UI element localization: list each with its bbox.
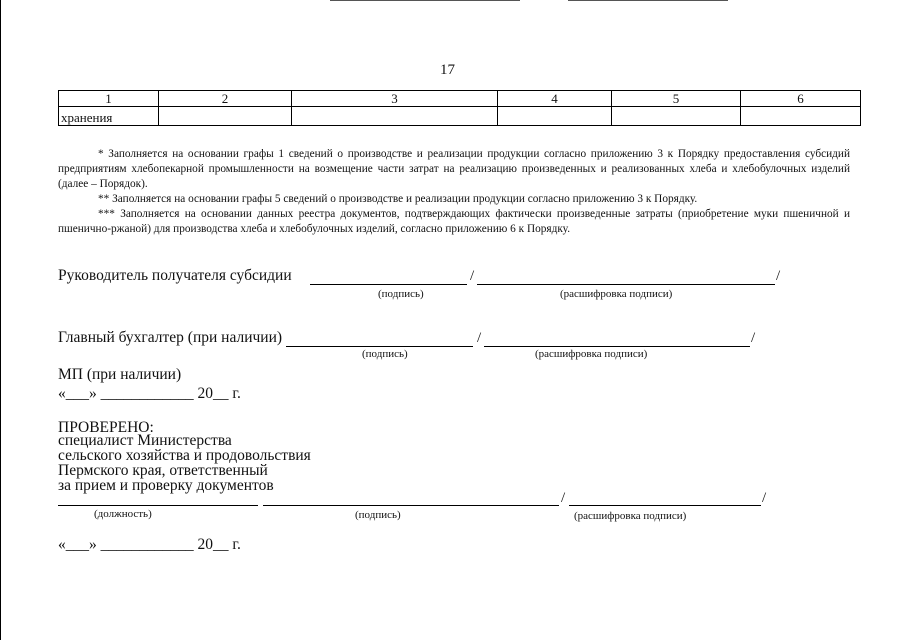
table-header-cell: 3 (292, 91, 498, 107)
table-cell (498, 107, 612, 126)
checker-signature-line (263, 505, 559, 506)
director-decoding-line (477, 284, 775, 285)
checked-specialist (58, 433, 378, 493)
checker-signature-caption: (подпись) (355, 509, 401, 521)
footnote-2: ** Заполняется на основании графы 5 сведений о производстве и реализации продукции согласно приложению 3 к Порядку. (98, 193, 698, 205)
checked-line: Пермского края, ответственный (58, 462, 268, 479)
accountant-label: Главный бухгалтер (при наличии) (58, 329, 283, 346)
top-edge-line (330, 0, 520, 1)
table-header-cell: 2 (159, 91, 292, 107)
checked-title: ПРОВЕРЕНО: (58, 419, 154, 436)
separator-slash: / (477, 330, 482, 346)
footnote-3: *** Заполняется на основании данных реестра документов, подтверждающих фактически произведенные затраты (приобретение муки пшеничной и пшенично-ржаной) для производства хлеба и хлебобулочных изделий, согласно приложению 6 к Порядку. (58, 208, 850, 235)
accountant-decoding-caption: (расшифровка подписи) (535, 348, 648, 360)
table-header-cell: 5 (612, 91, 741, 107)
page-number: 17 (440, 62, 455, 78)
director-signature-line (310, 284, 467, 285)
table-header-cell: 1 (59, 91, 159, 107)
table-cell (292, 107, 498, 126)
accountant-signature-caption: (подпись) (362, 348, 408, 360)
separator-slash: / (751, 330, 756, 346)
separator-slash: / (470, 268, 475, 284)
table-cell (159, 107, 292, 126)
table-cell (741, 107, 861, 126)
table-header-cell: 6 (741, 91, 861, 107)
separator-slash: / (776, 268, 781, 284)
accountant-decoding-line (484, 346, 750, 347)
accountant-signature-line (286, 346, 473, 347)
date-line: «___» ____________ 20__ г. (58, 536, 241, 553)
footnote-1: * Заполняется на основании графы 1 сведений о производстве и реализации продукции согласно приложению 3 к Порядку предоставления субсидий предприятиям хлебопекарной промышленности на возмещение части затрат на реализацию произведенных и реализованных хлеба и хлебобулочных изделий (далее – Порядок). (58, 148, 850, 190)
top-edge-line (568, 0, 728, 1)
date-line: «___» ____________ 20__ г. (58, 385, 241, 402)
data-table (58, 90, 861, 126)
table-row (59, 107, 861, 126)
director-decoding-caption: (расшифровка подписи) (560, 288, 673, 300)
page-left-edge (0, 0, 1, 640)
table-cell (612, 107, 741, 126)
director-signature-caption: (подпись) (378, 288, 424, 300)
stamp-label: МП (при наличии) (58, 366, 182, 383)
separator-slash: / (561, 490, 566, 506)
separator-slash: / (762, 490, 767, 506)
director-label: Руководитель получателя субсидии (58, 267, 292, 284)
table-header-cell: 4 (498, 91, 612, 107)
footnotes (58, 147, 850, 237)
checker-decoding-line (569, 505, 761, 506)
table-header-row (59, 91, 861, 107)
checked-line: за прием и проверку документов (58, 477, 274, 494)
position-line (58, 505, 258, 506)
checker-decoding-caption: (расшифровка подписи) (574, 510, 687, 522)
checked-line: специалист Министерства (58, 432, 232, 449)
table-cell: хранения (59, 107, 159, 126)
checked-line: сельского хозяйства и продовольствия (58, 447, 311, 464)
position-caption: (должность) (94, 508, 152, 520)
